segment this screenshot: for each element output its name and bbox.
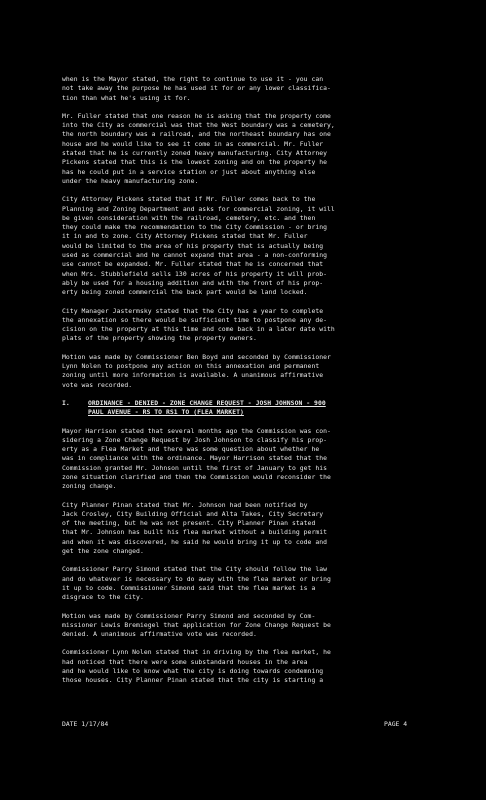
text-line: zone situation clarified and then the Commission would reconsider the [62,472,331,481]
agenda-item-heading [62,399,462,418]
text-line: when Mrs. Stubblefield sells 130 acres of his property it will prob- [62,269,328,278]
text-line: under the heavy manufacturing zone. [62,176,199,185]
text-line: denied. A unanimous affirmative vote was recorded. [62,630,257,639]
text-line: it up to code. Commissioner Simond said that the flea market is a [62,583,316,592]
text-line: that Mr. Johnson has built his flea market without a building permit [62,528,328,537]
item-title-line: ORDINANCE - DENIED - ZONE CHANGE REQUEST - JOSH JOHNSON - 900 [88,398,326,407]
paragraph [62,353,462,390]
text-line: used as commercial and he cannot expand that area - a non-conforming [62,251,328,260]
text-line: the annexation so there would be sufficient time to postpone any de- [62,315,328,324]
text-line: house and he would like to see it come in as commercial. Mr. Fuller [62,139,324,148]
paragraph [62,565,462,602]
text-line: Motion was made by Commissioner Ben Boyd and seconded by Commissioner [62,352,331,361]
text-line: City Manager Jastermsky stated that the City has a year to complete [62,306,324,315]
text-line: zoning until more information is available. A unanimous affirmative [62,371,324,380]
paragraph [62,427,462,492]
text-line: use cannot be expanded. Mr. Fuller stated that he is concerned that [62,260,324,269]
text-line: disgrace to the City. [62,593,144,602]
text-line: of the meeting, but he was not present. City Planner Pinan stated [62,519,316,528]
footer-page-number: PAGE 4 [384,720,408,728]
footer-date: DATE 1/17/84 [62,720,109,728]
text-line: into the City as commercial was that the West boundary was a cemetery, [62,121,335,130]
text-line: missioner Lewis Bremiegel that application for Zone Change Request be [62,620,331,629]
paragraph [62,501,462,557]
paragraph [62,612,462,640]
text-line: cision on the property at this time and come back in a later date with [62,325,335,334]
text-line: when is the Mayor stated, the right to continue to use it - you can [62,75,324,83]
text-line: those houses. City Planner Pinan stated that the city is starting a [62,676,324,685]
text-line: was in compliance with the ordinance. Mayor Harrison stated that the [62,454,328,463]
text-line: it in and to zone. City Attorney Pickens stated that Mr. Fuller [62,232,308,241]
text-line: zoning change. [62,482,117,491]
text-line: sidering a Zone Change Request by Josh Johnson to classify his prop- [62,435,328,444]
text-line: and do whatever is necessary to do away with the flea market or bring [62,574,331,583]
text-line: erty being zoned commercial the back part would be land locked. [62,288,308,297]
minutes-body [62,75,462,695]
text-line: would be limited to the area of his property that is actually being [62,241,324,250]
text-line: Commissioner Parry Simond stated that the City should follow the law [62,565,328,574]
text-line: be given consideration with the railroad, cemetery, etc. and then [62,213,316,222]
text-line: Motion was made by Commissioner Parry Simond and seconded by Com- [62,611,316,620]
text-line: get the zone changed. [62,547,144,556]
text-line: Mr. Fuller stated that one reason he is asking that the property come [62,111,331,120]
paragraph [62,75,462,103]
text-line: not take away the purpose he has used it for or any lower classifica- [62,84,331,93]
text-line: and he would like to know what the city is doing towards condemning [62,667,324,676]
paragraph [62,112,462,186]
text-line: Commissioner Lynn Nolen stated that in driving by the flea market, he [62,648,331,657]
text-line: ably be used for a housing addition and with the front of his prop- [62,278,324,287]
text-line: plats of the property showing the property owners. [62,334,257,343]
text-line: Lynn Nolen to postpone any action on this annexation and permanent [62,362,320,371]
text-line: had noticed that there were some substandard houses in the area [62,657,308,666]
text-line: has he could put in a service station or just about anything else [62,167,316,176]
paragraph [62,307,462,344]
text-line: tion than what he's using it for. [62,93,191,102]
item-number: I. [62,398,70,407]
text-line: City Attorney Pickens stated that if Mr. Fuller comes back to the [62,195,316,204]
paragraph [62,648,462,685]
text-line: stated that he is currently zoned heavy manufacturing. City Attorney [62,149,328,158]
text-line: vote was recorded. [62,380,133,389]
paragraph [62,195,462,297]
text-line: Mayor Harrison stated that several months ago the Commission was con- [62,426,331,435]
text-line: City Planner Pinan stated that Mr. Johnson had been notified by [62,500,308,509]
text-line: Jack Crosley, City Building Official and Alta Takes, City Secretary [62,509,324,518]
item-title-line: PAUL AVENUE - RS TO RS1 TO (FLEA MARKET) [88,408,244,417]
text-line: and when it was discovered, he said he would bring it up to code and [62,537,328,546]
text-line: they could make the recommendation to the City Commission - or bring [62,223,328,232]
text-line: erty as a Flea Market and there was some question about whether he [62,445,320,454]
text-line: the north boundary was a railroad, and the northeast boundary has one [62,130,331,139]
text-line: Pickens stated that this is the lowest zoning and on the property he [62,158,328,167]
text-line: Commission granted Mr. Johnson until the first of January to get his [62,463,328,472]
text-line: Planning and Zoning Department and asks for commercial zoning, it will [62,204,335,213]
